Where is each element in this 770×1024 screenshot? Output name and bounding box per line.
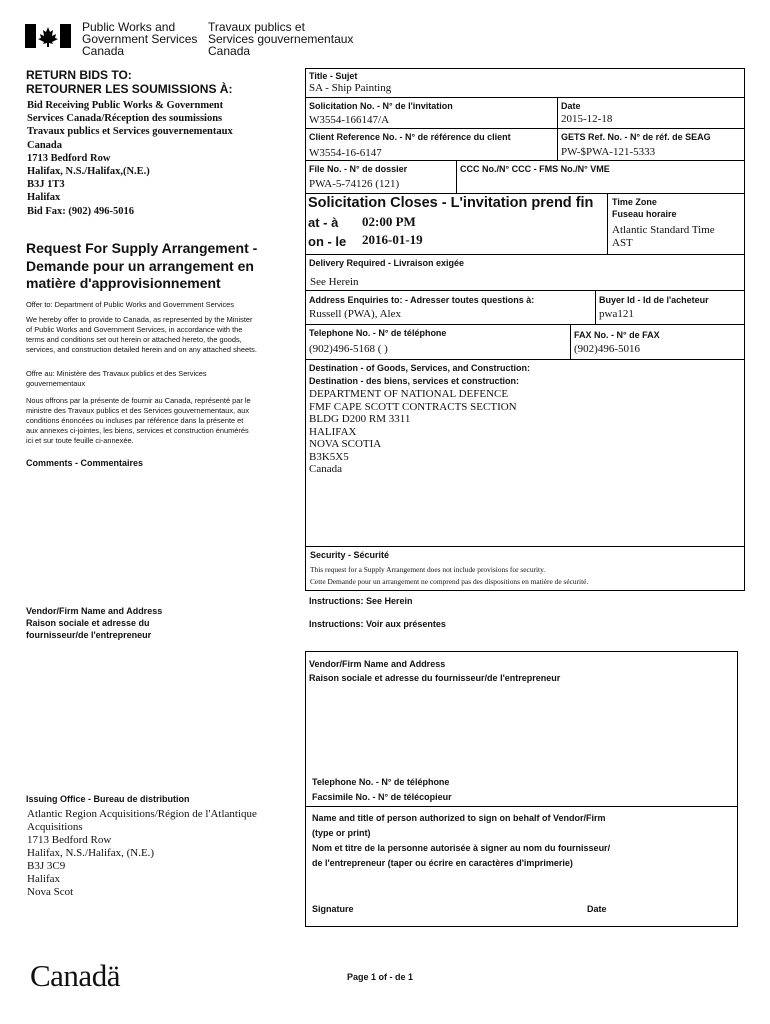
address-line: Halifax, N.S./Halifax,(N.E.) (27, 166, 150, 178)
request-title (26, 240, 257, 293)
date-value: 2015-12-18 (561, 113, 613, 125)
return-bids-address (27, 99, 233, 218)
issuing-office-label: Issuing Office - Bureau de distribution (26, 794, 190, 804)
vendor-facsimile-label: Facsimile No. - N° de télécopieur (312, 792, 452, 802)
dept-fr-line: Canada (208, 44, 251, 58)
page-number: Page 1 of - de 1 (347, 972, 414, 982)
title-label: Title - Sujet (309, 71, 358, 81)
solicitation-closes-title: Solicitation Closes - L'invitation prend fin (308, 195, 594, 211)
offre-au-line: gouvernementaux (26, 379, 86, 388)
destination-line: NOVA SCOTIA (309, 438, 382, 450)
closes-at-value: 02:00 PM (362, 214, 416, 229)
offer-text-line: We hereby offer to provide to Canada, as represented by the Minister (26, 315, 253, 324)
government-flag-icon (25, 24, 71, 48)
buyer-id-label: Buyer Id - Id de l'acheteur (599, 295, 709, 305)
request-title-line: Demande pour un arrangement en (26, 257, 254, 274)
dept-en-line: Canada (82, 44, 125, 58)
vendor-left-label-line: Vendor/Firm Name and Address (26, 606, 163, 616)
authorized-line: Nom et titre de la personne autorisée à signer au nom du fournisseur/ (312, 843, 611, 853)
time-zone-value-line: AST (612, 237, 633, 249)
security-text (310, 564, 588, 588)
file-no-label: File No. - N° de dossier (309, 164, 408, 174)
title-value: SA - Ship Painting (309, 82, 392, 94)
date-label: Date (561, 101, 581, 111)
closes-at-label: at - à (308, 215, 339, 230)
vendor-left-label (26, 605, 162, 641)
vendor-label-en: Vendor/Firm Name and Address (309, 659, 446, 669)
client-ref-label: Client Reference No. - N° de référence du client (309, 132, 511, 142)
destination-line: B3K5X5 (309, 450, 349, 463)
offre-text-line: aux annexes ci-jointes, les biens, services et construction énumérés (26, 426, 249, 435)
issuing-office-address (27, 808, 257, 899)
offre-au-line: Offre au: Ministère des Travaux publics et des Services (26, 369, 207, 378)
address-line: B3J 1T3 (27, 179, 65, 191)
time-zone-value-line: Atlantic Standard Time (612, 224, 715, 236)
delivery-value: See Herein (310, 276, 359, 288)
destination-label (309, 362, 530, 388)
gets-ref-value: PW-$PWA-121-5333 (561, 146, 656, 158)
issuing-line: 1713 Bedford Row (27, 834, 112, 846)
destination-label-fr: Destination - des biens, services et construction: (309, 376, 520, 386)
offer-text-line: terms and conditions set out herein or attached hereto, the goods, (26, 335, 242, 344)
fax-value: (902)496-5016 (574, 343, 640, 355)
offre-au (26, 369, 207, 389)
instructions-en: Instructions: See Herein (309, 596, 413, 606)
vendor-label-fr: Raison sociale et adresse du fournisseur/de l'entrepreneur (309, 673, 561, 683)
time-zone-label (612, 196, 677, 220)
destination-line: DEPARTMENT OF NATIONAL DEFENCE (309, 388, 509, 400)
return-bids-title-fr: RETOURNER LES SOUMISSIONS À: (26, 82, 233, 96)
authorized-person-label (312, 811, 610, 871)
return-bids-title-en: RETURN BIDS TO: (26, 68, 132, 82)
offer-to: Offer to: Department of Public Works and Government Services (26, 300, 234, 309)
issuing-line: Halifax (27, 873, 60, 885)
address-line: Bid Receiving Public Works & Government (27, 100, 224, 111)
delivery-label: Delivery Required - Livraison exigée (309, 258, 465, 268)
offre-text-line: ministre des Travaux publics et des Services gouvernementaux, aux (26, 406, 250, 415)
offre-text-line: ici et sur toute feuille ci-annexée. (26, 436, 134, 445)
comments-label: Comments - Commentaires (26, 458, 144, 468)
closes-on-value: 2016-01-19 (362, 232, 423, 247)
fax-label: FAX No. - N° de FAX (574, 330, 660, 340)
offre-text-line: conditions énoncées ou incluses par référence dans la présente et (26, 416, 244, 425)
solicitation-no-label: Solicitation No. - N° de l'invitation (309, 101, 453, 111)
issuing-line: Nova Scot (27, 886, 74, 898)
address-enquiries-value: Russell (PWA), Alex (309, 308, 401, 320)
dept-name-en (82, 21, 197, 57)
vendor-label (309, 657, 560, 685)
authorized-line: Name and title of person authorized to sign on behalf of Vendor/Firm (312, 813, 606, 823)
address-line: 1713 Bedford Row (27, 152, 111, 164)
gets-ref-label: GETS Ref. No. - N° de réf. de SEAG (561, 132, 711, 142)
issuing-line: B3J 3C9 (27, 860, 66, 872)
authorized-line: (type or print) (312, 828, 371, 838)
address-line: Travaux publics et Services gouvernementaux (27, 126, 233, 138)
address-enquiries-label: Address Enquiries to: - Adresser toutes questions à: (309, 295, 535, 305)
address-line: Services Canada/Réception des soumissions (27, 113, 223, 125)
offer-text-line: of Public Works and Government Services, in accordance with the (26, 325, 243, 334)
destination-address (309, 388, 517, 476)
return-bids-title (26, 68, 232, 96)
security-label: Security - Sécurité (310, 550, 390, 560)
security-text-en: This request for a Supply Arrangement does not include provisions for security. (310, 565, 546, 574)
instructions-fr: Instructions: Voir aux présentes (309, 619, 446, 629)
solicitation-no-value: W3554-166147/A (309, 114, 390, 126)
time-zone-value (612, 224, 715, 250)
client-ref-value: W3554-16-6147 (309, 147, 382, 159)
vendor-telephone-label: Telephone No. - N° de téléphone (312, 777, 450, 787)
address-line: Halifax (27, 192, 61, 204)
destination-line: Canada (309, 463, 342, 475)
request-title-line: matière d'approvisionnement (26, 275, 221, 291)
file-no-value: PWA-5-74126 (121) (309, 178, 400, 190)
time-zone-label-en: Time Zone (612, 197, 657, 207)
issuing-line: Acquisitions (27, 821, 83, 833)
offre-text (26, 396, 251, 446)
issuing-line: Atlantic Region Acquisitions/Région de l'Atlantique (27, 808, 257, 820)
destination-line: FMF CAPE SCOTT CONTRACTS SECTION (309, 400, 517, 413)
buyer-id-value: pwa121 (599, 308, 634, 320)
dept-en-line: Public Works and (82, 20, 176, 34)
canada-wordmark: Canadä (30, 958, 120, 993)
offer-text-line: services, and construction detailed herein and on any attached sheets. (26, 345, 257, 354)
dept-fr-line: Travaux publics et (208, 20, 305, 34)
security-text-fr: Cette Demande pour un arrangement ne comprend pas des dispositions en matière de sécurité. (310, 577, 589, 586)
issuing-line: Halifax, N.S./Halifax, (N.E.) (27, 847, 155, 859)
signature-label: Signature (312, 904, 354, 914)
destination-label-en: Destination - of Goods, Services, and Construction: (309, 363, 531, 373)
request-title-line: Request For Supply Arrangement - (26, 240, 258, 256)
telephone-value: (902)496-5168 ( ) (309, 343, 388, 355)
authorized-line: de l'entrepreneur (taper ou écrire en caractères d'imprimerie) (312, 858, 573, 868)
vendor-left-label-line: Raison sociale et adresse du (26, 618, 150, 628)
destination-line: HALIFAX (309, 425, 357, 438)
bid-fax-line: Bid Fax: (902) 496-5016 (27, 205, 135, 217)
telephone-label: Telephone No. - N° de téléphone (309, 328, 447, 338)
vendor-left-label-line: fournisseur/de l'entrepreneur (26, 630, 152, 640)
offer-text (26, 315, 257, 355)
address-line: Canada (27, 139, 63, 151)
offre-text-line: Nous offrons par la présente de fournir au Canada, représenté par le (26, 396, 251, 405)
signature-date-label: Date (587, 904, 607, 914)
dept-en-line: Government Services (82, 32, 198, 46)
destination-line: BLDG D200 RM 3311 (309, 413, 411, 425)
dept-fr-line: Services gouvernementaux (208, 32, 354, 46)
dept-name-fr (208, 21, 353, 57)
time-zone-label-fr: Fuseau horaire (612, 209, 677, 219)
vendor-name-address-field[interactable] (309, 686, 734, 774)
ccc-no-label: CCC No./N° CCC - FMS No./N° VME (460, 164, 610, 174)
closes-on-label: on - le (308, 234, 347, 249)
